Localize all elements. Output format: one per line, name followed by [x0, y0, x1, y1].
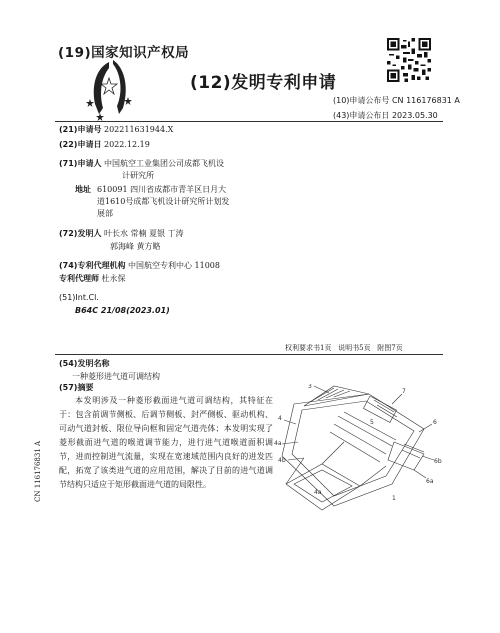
- filing-date: 2022.12.19: [104, 140, 150, 149]
- address-row: 地址: [75, 185, 91, 194]
- application-number: 202211631944.X: [104, 125, 174, 134]
- publication-number: (10)申请公布号 CN 116176831 A: [333, 96, 460, 105]
- drawing-label-4b: 4b: [278, 457, 286, 464]
- applicant-continued: 计研究所: [122, 171, 154, 180]
- abstract-label: (57)摘要: [59, 383, 94, 392]
- applicant-row: (71)申请人 中国航空工业集团公司成都飞机设: [59, 159, 224, 168]
- agency-row: (74)专利代理机构 中国航空专利中心 11008: [59, 261, 220, 270]
- cnipa-logo-icon: [79, 54, 139, 122]
- patent-drawing: [274, 384, 444, 514]
- drawing-label-6a: 6a: [426, 478, 434, 485]
- drawing-label-2: 3: [308, 384, 312, 390]
- application-number-row: (21)申请号 202211631944.X: [59, 125, 174, 134]
- side-publication-id: CN 116176831 A: [34, 440, 42, 502]
- publication-date: (43)申请公布日 2023.05.30: [333, 111, 438, 120]
- address-line-3: 展部: [97, 209, 113, 218]
- drawing-label-6b: 6b: [434, 458, 442, 465]
- drawing-label-4a: 4a: [274, 440, 282, 447]
- patent-agency: 中国航空专利中心 11008: [128, 261, 220, 270]
- office-name: (19)国家知识产权局: [58, 45, 190, 61]
- invention-title: 一种菱形进气道可调结构: [72, 372, 160, 381]
- page-counts: 权利要求书1页 说明书5页 附图7页: [285, 344, 403, 352]
- title-label: (54)发明名称: [59, 359, 110, 368]
- address-line-1: 610091 四川省成都市青羊区日月大: [97, 185, 227, 194]
- intcl-label: (51)Int.Cl.: [59, 293, 99, 302]
- drawing-label-4: 4a: [314, 489, 322, 496]
- inventors-row: (72)发明人 叶长水 常楠 夏银 丁涛: [59, 229, 184, 238]
- address-line-2: 道1610号成都飞机设计研究所计划发: [97, 197, 230, 206]
- drawing-label-6: 6: [433, 419, 437, 426]
- inventors: 叶长水 常楠 夏银 丁涛: [104, 229, 184, 238]
- drawing-label-1: 1: [392, 495, 396, 502]
- drawing-label-3: 4: [278, 415, 282, 422]
- applicant: 中国航空工业集团公司成都飞机设: [104, 159, 224, 168]
- patent-agent: 杜永保: [101, 274, 126, 283]
- qr-code-icon: [387, 38, 431, 82]
- inventors-continued: 郭海峰 黄方略: [110, 242, 161, 251]
- drawing-label-7: 7: [402, 388, 406, 395]
- document-type-title: (12)发明专利申请: [190, 73, 337, 93]
- drawing-label-5: 5: [370, 419, 374, 426]
- agent-row: 专利代理师 杜永保: [59, 274, 126, 283]
- section-divider: [55, 354, 443, 355]
- intcl-classification: B64C 21/08(2023.01): [75, 306, 170, 315]
- header-divider: [55, 121, 443, 122]
- filing-date-row: (22)申请日 2022.12.19: [59, 140, 150, 149]
- abstract-text: 本发明涉及一种菱形截面进气道可调结构，其特征在于：包含前调节侧板、后调节侧板、封严侧板、驱动机构、可动气道封板、限位导向框和固定气道壳体；本发明实现了菱形截面进气道的喉道调节能力，进行进气道喉道面积调节，进而控制进气流量，实现在宽速域范围内良好的进发匹配，拓宽了该类进气道的应用范围，解决了目前的进气道调节结构只适应于矩形截面进气道的局限性。: [59, 396, 273, 489]
